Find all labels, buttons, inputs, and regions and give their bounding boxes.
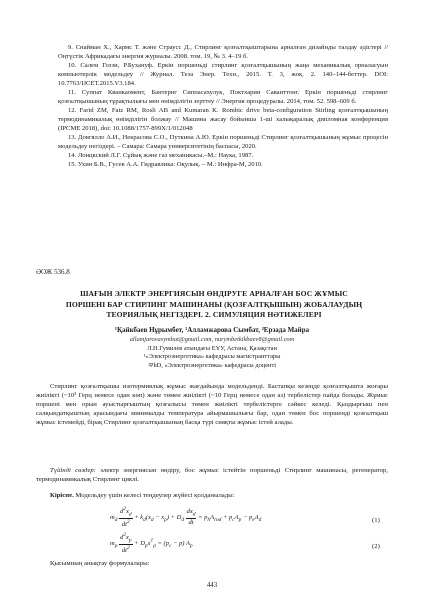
equation-2-number: (2) — [372, 543, 380, 550]
udc-code: ӘОЖ 536.8 — [36, 268, 70, 276]
keywords-label: Түйінді сөздер: — [50, 467, 96, 474]
introduction-label: Кіріспе. — [50, 492, 74, 499]
author-emails: allamjarovasymbat@gmail.com, nurymbetkikbaev8@gmail.com — [129, 336, 295, 343]
title-line: ПОРШЕНІ БАР СТИРЛИНГ МАШИНАНЫ (ҚОЗҒАЛТҚЫШЫН) ЖОБАЛАУДЫҢ — [65, 299, 363, 309]
introduction-paragraph — [36, 491, 388, 500]
title-line: ШАҒЫН ЭЛЕКТР ЭНЕРГИЯСЫН ӨНДІРУГЕ АРНАЛҒАН БОС ЖҰМЫС — [80, 289, 348, 298]
equation-2: $m_p$ $\frac{d^2x_p}{dt^2}$ + $D_px^1_p = (p_c - p)$ $A_p$ — [110, 532, 193, 555]
affiliation-block — [40, 336, 384, 371]
reference-item: 11. Суппат Кванкаомент, Бантернг Сиппасахулук, Поктхарин Саванттонг. Еркін поршеньді стирлинг қозғалтқышының тұрақтылығы мен өнімділігін зерттеу // Энергия процедуралы. 2014, том. 52. 598–609 б. — [58, 89, 388, 105]
equation-1-number: (1) — [372, 517, 380, 524]
affiliation-line: ²PhD, «Электроэнергетика» кафедрасы доценті — [147, 362, 277, 370]
reference-item: 14. Лоицкский Л.Г. Сұйық және газ механикасы.–М.: Наука, 1987. — [68, 152, 254, 159]
reference-item: 10. Салем Гоззи, Р.Бухануф. Еркін поршеньді стирлинг қозғалтқышының жаңа механикалық орналасуын компьютерлік модельдеу // Журнал. Теза Энер. Техн., 2015. Т. 3, жоқ. 2. 140–144-беттер. DOI: 10.7763/IJCET.2015.V3.184. — [58, 62, 388, 87]
reference-item: 13. Довгялло А.И., Некрасова С.О., Путкина А.Ю. Еркін поршеньді Стирлинг қозғалтқышының жұмыс процесін модельдеу негіздері. – Самара: Самара университетінің баспасы, 2020. — [58, 134, 388, 150]
pressure-formulas-heading: Қысымның анықтау формулалары: — [50, 560, 150, 567]
reference-item: 12. Farid ZM, Faiz RM, Rosli AB and Kumaran K. Rombic drive beta-configuration Stirling қозғалтқышының термодинамикалық өнімділігін болжау // Машина жасау бойынша 1-ші халықаралық дипломная конференция (IPCME 2018), doi: 10.1088/1757-899X/1/012048 — [58, 107, 388, 132]
keywords-text: электр энергиясын өндіру, бос жұмыс істейтін поршеньді Стирлинг машинасы, регенератор, термодинамикалық Стирлинг циклі. — [36, 467, 388, 483]
reference-item: 9. Снайман Х., Хармс Т. және Страусс Д., Стирлинг қозғалтқыштарына арналған дизайнды талдау әдістері // Оңтүстік Африкадағы энергия журналы. 2008. том. 19, № 3. 4–19 б. — [58, 44, 388, 60]
affiliation-line: ¹«Электроэнергетика» кафедрасы магистранттары — [143, 353, 281, 361]
introduction-text: Модельдеу үшін келесі теңдеулер жүйесі қолданылады: — [73, 492, 235, 499]
reference-list — [58, 43, 388, 169]
title-line: ТЕОРИЯЛЫҚ НЕГІЗДЕРІ. 2. СИМУЛЯЦИЯ НӘТИЖЕЛЕРІ — [106, 310, 322, 319]
equation-1: $m_d$ $\frac{d^2x_d}{dt^2}$ + $k_d(x_d - x_p) + D_d$ $\frac{dx_d}{dt}$ = $p_hA_{rod} + p_cA_p - p_eA_d$ — [110, 506, 262, 529]
abstract — [36, 382, 388, 427]
page-number: 443 — [206, 582, 218, 589]
keywords-paragraph — [36, 466, 388, 484]
abstract-text: Стирлинг қозғалтқышы изотермиялық жұмыс жағдайында модельденді. Бастапқы кезеңде қозғалтқышта жоғары жиілікті (~10³ Герц немесе одан көп) және төмен жиілікті (~10 Герц немесе одан аз) тербелістер пайда болады. Жұмыс поршені мен орын ауыстырғыштың қозғалысы төмен жиілікті тербелістерге сәйкес келеді. Қыздырғыш пен салқындатқыштың арасындағы минималды температура айырмашылығы бар, одан төмен бос поршенді қозғалтқыш жұмыс істемейді, бірақ Стирлинг қозғалтқышының басқа түрі сияқты жұмыс істей алады. — [36, 383, 388, 426]
affiliation-line: Л.Н.Гумилев атындағы ЕҰУ, Астана, Қазақстан — [147, 344, 277, 352]
article-title — [52, 289, 376, 321]
reference-item: 15. Ухин Б.В., Гусев А.А. Гидравлика: Оқулық. – М.: Инфра-М, 2010. — [68, 161, 263, 168]
authors-line: ¹Қайкбаев Нұрымбет, ¹Алламжарова Сымбат, ²Ерзада Майра — [114, 326, 310, 334]
